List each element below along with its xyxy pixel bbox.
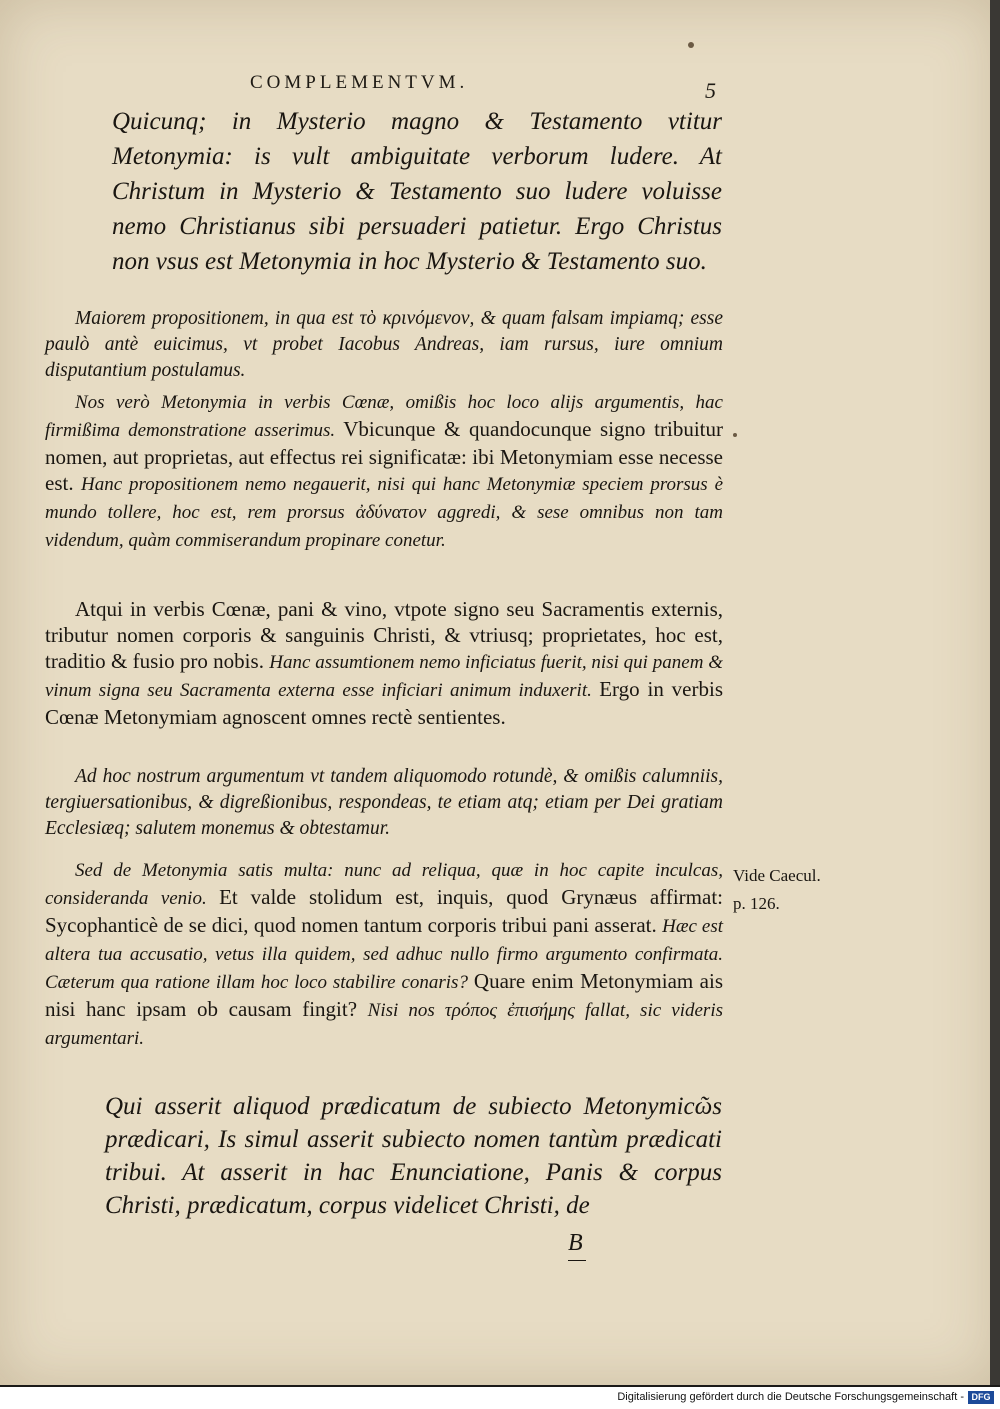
paragraph-3 [45, 388, 723, 554]
paragraph-text [45, 856, 723, 1052]
roman-segment: Vbicunque & quandocunque signo tribuitur nomen, aut proprietas, aut effectus rei significatæ: ibi Metonymiam esse necesse est. [45, 417, 723, 495]
paragraph-2 [45, 306, 723, 384]
paragraph-text: Ad hoc nostrum argumentum vt tandem aliquomodo rotundè, & omißis calumniis, tergiuersationibus, & digreßionibus, respondeas, te etiam atq; etiam per Dei gratiam Ecclesiæq; salutem monemus & obtestamur. [45, 766, 723, 839]
paragraph-6 [45, 856, 723, 1052]
paragraph-text: Qui asserit aliquod prædicatum de subiecto Metonymicῶs prædicari, Is simul asserit subiecto nomen tantùm prædicati tribui. At asserit in hac Enunciatione, Panis & corpus Christi, prædicatum, corpus videlicet Christi, de [105, 1093, 722, 1219]
signature-mark: B [568, 1230, 583, 1256]
footer-bar [0, 1387, 1000, 1409]
italic-segment: Hanc assumtionem nemo inficiatus fuerit, nisi qui panem & vinum signa seu Sacramenta externa esse inficiari animum induxerit. [45, 652, 723, 701]
running-head: COMPLEMENTVM. [250, 72, 469, 93]
margin-note: Vide Caecul. p. 126. [733, 866, 821, 913]
italic-segment: Hæc est altera tua accusatio, vetus illa quidem, sed adhuc nullo firmo argumento confirmata. Cæterum qua ratione illam hoc loco stabilire conaris? [45, 916, 724, 993]
page-edge [990, 0, 1000, 1385]
funding-credit: Digitalisierung gefördert durch die Deutsche Forschungsgemeinschaft - [617, 1391, 964, 1403]
paragraph-1 [112, 104, 722, 279]
page-header [0, 72, 996, 102]
italic-segment: Hanc propositionem nemo negauerit, nisi qui hanc Metonymiæ speciem prorsus è mundo tollere, hoc est, rem prorsus ἀδύνατον aggredi, & sese omnibus non tam videndum, quàm commiserandum propinare conetur. [45, 474, 724, 551]
signature-rule [568, 1260, 586, 1261]
paragraph-text [45, 596, 723, 730]
dfg-logo-icon: DFG [968, 1391, 994, 1404]
paper-speck [733, 433, 737, 437]
roman-segment: Atqui in verbis Cœnæ, pani & vino, vtpote signo seu Sacramentis externis, tributur nomen corporis & sanguinis Christi, & vtriusq; proprietates, hoc est, traditio & fusio pro nobis. [45, 597, 723, 673]
paragraph-text: Maiorem propositionem, in qua est τὸ κρινόμενον, & quam falsam impiamq; esse paulò antè euicimus, vt probet Iacobus Andreas, iam rursus, iure omnium disputantium postulamus. [45, 308, 723, 381]
page-number: 5 [705, 78, 716, 103]
paragraph-5 [45, 764, 723, 842]
italic-segment: Nos verò Metonymia in verbis Cœnæ, omißis hoc loco alijs argumentis, hac firmißima demonstratione asserimus. [45, 392, 723, 441]
paragraph-text: Quicunq; in Mysterio magno & Testamento vtitur Metonymia: is vult ambiguitate verborum ludere. At Christum in Mysterio & Testamento suo ludere voluisse nemo Christianus sibi persuaderi patietur. Ergo Christus non vsus est Metonymia in hoc Mysterio & Testamento suo. [112, 108, 722, 275]
roman-segment: Et valde stolidum est, inquis, quod Grynæus affirmat: Sycophanticè de se dici, quod nomen tantum corporis tribui pani asserat. [45, 885, 723, 937]
roman-segment: Ergo in verbis Cœnæ Metonymiam agnoscent omnes rectè sentientes. [45, 677, 723, 729]
italic-segment: Sed de Metonymia satis multa: nunc ad reliqua, quæ in hoc capite inculcas, consideranda venio. [45, 860, 723, 909]
roman-segment: Quare enim Metonymiam ais nisi hanc ipsam ob causam fingit? [45, 969, 723, 1021]
paragraph-4 [45, 596, 723, 730]
italic-segment: Nisi nos τρόπος ἐπισήμης fallat, sic videris argumentari. [45, 1000, 724, 1049]
paragraph-7 [105, 1090, 722, 1222]
paper-speck [688, 42, 694, 48]
paragraph-text [45, 388, 723, 554]
